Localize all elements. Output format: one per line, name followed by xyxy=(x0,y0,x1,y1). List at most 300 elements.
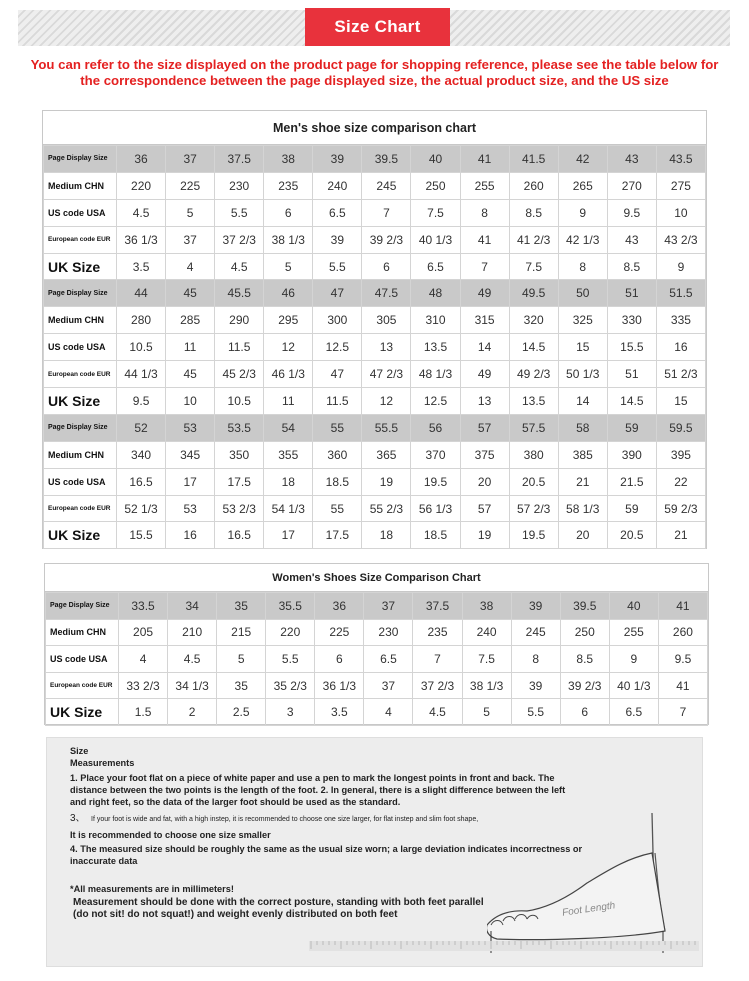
size-row xyxy=(44,495,706,522)
size-cell: 5 xyxy=(166,199,215,226)
size-cell: 56 1/3 xyxy=(411,495,460,522)
size-cell: 38 xyxy=(462,593,511,620)
size-cell: 38 1/3 xyxy=(264,226,313,253)
size-cell: 57 xyxy=(460,495,509,522)
size-cell: 7.5 xyxy=(462,646,511,673)
measure-step-3-continued: It is recommended to choose one size smaller xyxy=(70,830,271,840)
size-cell: 42 1/3 xyxy=(558,226,607,253)
size-cell: 39 2/3 xyxy=(362,226,411,253)
size-cell: 19 xyxy=(362,468,411,495)
size-row xyxy=(46,646,708,673)
size-cell: 55.5 xyxy=(362,414,411,441)
size-row xyxy=(44,307,706,334)
size-cell: 5 xyxy=(264,253,313,280)
size-cell: 55 xyxy=(313,414,362,441)
size-cell: 4 xyxy=(119,646,168,673)
size-cell: 270 xyxy=(607,172,656,199)
size-row xyxy=(44,253,706,280)
size-cell: 245 xyxy=(362,172,411,199)
size-cell: 35 2/3 xyxy=(266,672,315,699)
size-cell: 7.5 xyxy=(509,253,558,280)
size-cell: 7 xyxy=(658,699,707,726)
size-cell: 39 xyxy=(313,226,362,253)
size-cell: 19 xyxy=(460,522,509,549)
size-row xyxy=(44,441,706,468)
size-row xyxy=(44,388,706,415)
size-cell: 21 xyxy=(656,522,705,549)
size-cell: 42 xyxy=(558,146,607,173)
size-cell: 21.5 xyxy=(607,468,656,495)
women-size-table xyxy=(45,592,708,726)
size-cell: 12 xyxy=(264,334,313,361)
size-cell: 360 xyxy=(313,441,362,468)
row-label: UK Size xyxy=(46,699,119,726)
size-cell: 54 1/3 xyxy=(264,495,313,522)
size-cell: 10.5 xyxy=(215,388,264,415)
size-cell: 20.5 xyxy=(607,522,656,549)
size-cell: 46 xyxy=(264,280,313,307)
size-cell: 7.5 xyxy=(411,199,460,226)
size-cell: 390 xyxy=(607,441,656,468)
size-cell: 355 xyxy=(264,441,313,468)
size-row xyxy=(44,280,706,307)
size-cell: 8 xyxy=(460,199,509,226)
size-cell: 335 xyxy=(656,307,705,334)
size-row xyxy=(46,593,708,620)
size-cell: 10 xyxy=(166,388,215,415)
size-cell: 34 1/3 xyxy=(168,672,217,699)
size-cell: 46 1/3 xyxy=(264,361,313,388)
size-cell: 11 xyxy=(264,388,313,415)
size-cell: 22 xyxy=(656,468,705,495)
size-cell: 225 xyxy=(166,172,215,199)
row-label: UK Size xyxy=(44,522,117,549)
size-cell: 38 1/3 xyxy=(462,672,511,699)
size-cell: 3.5 xyxy=(117,253,166,280)
size-cell: 340 xyxy=(117,441,166,468)
size-cell: 375 xyxy=(460,441,509,468)
size-cell: 250 xyxy=(411,172,460,199)
size-cell: 50 xyxy=(558,280,607,307)
size-cell: 17 xyxy=(264,522,313,549)
size-cell: 14 xyxy=(460,334,509,361)
size-cell: 35 xyxy=(217,672,266,699)
size-cell: 315 xyxy=(460,307,509,334)
row-label: Medium CHN xyxy=(44,307,117,334)
size-cell: 36 xyxy=(315,593,364,620)
size-row xyxy=(44,414,706,441)
size-cell: 19.5 xyxy=(411,468,460,495)
size-cell: 8.5 xyxy=(607,253,656,280)
size-cell: 52 xyxy=(117,414,166,441)
size-cell: 5 xyxy=(462,699,511,726)
size-cell: 59 2/3 xyxy=(656,495,705,522)
size-cell: 20.5 xyxy=(509,468,558,495)
size-cell: 58 xyxy=(558,414,607,441)
size-cell: 5.5 xyxy=(215,199,264,226)
size-cell: 285 xyxy=(166,307,215,334)
row-label: Medium CHN xyxy=(44,172,117,199)
size-cell: 5 xyxy=(217,646,266,673)
size-cell: 295 xyxy=(264,307,313,334)
size-cell: 38 xyxy=(264,146,313,173)
size-cell: 6 xyxy=(362,253,411,280)
size-cell: 19.5 xyxy=(509,522,558,549)
size-cell: 290 xyxy=(215,307,264,334)
size-cell: 52 1/3 xyxy=(117,495,166,522)
size-cell: 45 xyxy=(166,280,215,307)
size-cell: 17.5 xyxy=(313,522,362,549)
size-row xyxy=(44,334,706,361)
size-cell: 41 2/3 xyxy=(509,226,558,253)
size-cell: 9 xyxy=(656,253,705,280)
size-cell: 16.5 xyxy=(215,522,264,549)
size-cell: 320 xyxy=(509,307,558,334)
size-cell: 37 xyxy=(166,146,215,173)
size-cell: 55 xyxy=(313,495,362,522)
row-label: US code USA xyxy=(44,199,117,226)
size-cell: 33 2/3 xyxy=(119,672,168,699)
size-cell: 370 xyxy=(411,441,460,468)
size-row xyxy=(44,468,706,495)
ruler-icon xyxy=(309,941,699,951)
row-label: European code EUR xyxy=(44,361,117,388)
size-cell: 44 1/3 xyxy=(117,361,166,388)
row-label: Medium CHN xyxy=(44,441,117,468)
size-cell: 14.5 xyxy=(607,388,656,415)
size-cell: 39 xyxy=(511,672,560,699)
size-cell: 53 xyxy=(166,495,215,522)
size-cell: 47 2/3 xyxy=(362,361,411,388)
measure-step-3-number: 3、 xyxy=(70,813,86,824)
size-cell: 13 xyxy=(362,334,411,361)
size-cell: 5.5 xyxy=(266,646,315,673)
row-label: Page Display Size xyxy=(46,593,119,620)
size-cell: 40 xyxy=(411,146,460,173)
size-cell: 13.5 xyxy=(411,334,460,361)
size-row xyxy=(44,146,706,173)
measure-posture-note: Measurement should be done with the correct posture, standing with both feet parallel (do not sit! do not squat!) and weight evenly distributed on both feet xyxy=(73,897,484,920)
size-cell: 9 xyxy=(558,199,607,226)
size-cell: 10.5 xyxy=(117,334,166,361)
size-cell: 53 2/3 xyxy=(215,495,264,522)
size-cell: 8.5 xyxy=(560,646,609,673)
size-cell: 7 xyxy=(413,646,462,673)
size-cell: 56 xyxy=(411,414,460,441)
size-row xyxy=(44,522,706,549)
size-cell: 215 xyxy=(217,619,266,646)
size-cell: 235 xyxy=(413,619,462,646)
size-cell: 14.5 xyxy=(509,334,558,361)
size-cell: 48 1/3 xyxy=(411,361,460,388)
size-cell: 43.5 xyxy=(656,146,705,173)
size-cell: 43 2/3 xyxy=(656,226,705,253)
size-cell: 54 xyxy=(264,414,313,441)
size-cell: 350 xyxy=(215,441,264,468)
size-cell: 51 2/3 xyxy=(656,361,705,388)
size-cell: 59 xyxy=(607,414,656,441)
size-cell: 39.5 xyxy=(560,593,609,620)
size-cell: 4.5 xyxy=(413,699,462,726)
size-cell: 280 xyxy=(117,307,166,334)
size-cell: 245 xyxy=(511,619,560,646)
size-cell: 41 xyxy=(658,593,707,620)
size-cell: 14 xyxy=(558,388,607,415)
size-cell: 300 xyxy=(313,307,362,334)
size-row xyxy=(44,361,706,388)
row-label: US code USA xyxy=(46,646,119,673)
size-cell: 230 xyxy=(215,172,264,199)
size-cell: 13 xyxy=(460,388,509,415)
men-size-chart xyxy=(42,110,707,549)
size-cell: 15.5 xyxy=(607,334,656,361)
size-cell: 47 xyxy=(313,361,362,388)
size-cell: 6.5 xyxy=(313,199,362,226)
size-cell: 41 xyxy=(460,146,509,173)
size-cell: 39 xyxy=(511,593,560,620)
intro-text: You can refer to the size displayed on the product page for shopping reference, please see the table below for the correspondence between the page displayed size, the actual product size, and the US size xyxy=(30,57,719,88)
size-cell: 45 xyxy=(166,361,215,388)
size-cell: 37.5 xyxy=(215,146,264,173)
size-cell: 47 xyxy=(313,280,362,307)
size-cell: 9.5 xyxy=(607,199,656,226)
size-cell: 35 xyxy=(217,593,266,620)
size-cell: 6 xyxy=(560,699,609,726)
size-cell: 4.5 xyxy=(168,646,217,673)
size-cell: 8 xyxy=(558,253,607,280)
size-cell: 37 xyxy=(364,593,413,620)
size-cell: 57.5 xyxy=(509,414,558,441)
size-cell: 6 xyxy=(315,646,364,673)
size-cell: 250 xyxy=(560,619,609,646)
size-cell: 59.5 xyxy=(656,414,705,441)
size-cell: 385 xyxy=(558,441,607,468)
size-cell: 380 xyxy=(509,441,558,468)
size-cell: 39 2/3 xyxy=(560,672,609,699)
size-cell: 265 xyxy=(558,172,607,199)
size-cell: 7 xyxy=(460,253,509,280)
page-title: Size Chart xyxy=(305,8,450,46)
size-cell: 325 xyxy=(558,307,607,334)
size-cell: 4 xyxy=(364,699,413,726)
size-cell: 36 1/3 xyxy=(117,226,166,253)
size-cell: 11 xyxy=(166,334,215,361)
size-cell: 240 xyxy=(462,619,511,646)
size-cell: 6.5 xyxy=(609,699,658,726)
row-label: European code EUR xyxy=(44,495,117,522)
size-cell: 37.5 xyxy=(413,593,462,620)
size-cell: 310 xyxy=(411,307,460,334)
size-cell: 3 xyxy=(266,699,315,726)
size-cell: 220 xyxy=(117,172,166,199)
size-cell: 37 2/3 xyxy=(215,226,264,253)
size-cell: 4 xyxy=(166,253,215,280)
size-cell: 345 xyxy=(166,441,215,468)
size-cell: 51 xyxy=(607,280,656,307)
size-row xyxy=(44,199,706,226)
size-cell: 6 xyxy=(264,199,313,226)
size-cell: 50 1/3 xyxy=(558,361,607,388)
size-cell: 230 xyxy=(364,619,413,646)
size-cell: 15 xyxy=(656,388,705,415)
size-cell: 210 xyxy=(168,619,217,646)
size-cell: 205 xyxy=(119,619,168,646)
size-cell: 260 xyxy=(509,172,558,199)
size-cell: 36 1/3 xyxy=(315,672,364,699)
size-cell: 37 xyxy=(364,672,413,699)
size-cell: 33.5 xyxy=(119,593,168,620)
size-cell: 18.5 xyxy=(313,468,362,495)
size-cell: 18.5 xyxy=(411,522,460,549)
size-cell: 12.5 xyxy=(411,388,460,415)
size-cell: 15.5 xyxy=(117,522,166,549)
size-cell: 40 1/3 xyxy=(609,672,658,699)
size-cell: 5.5 xyxy=(511,699,560,726)
size-cell: 57 2/3 xyxy=(509,495,558,522)
size-cell: 39 xyxy=(313,146,362,173)
size-cell: 34 xyxy=(168,593,217,620)
row-label: Page Display Size xyxy=(44,414,117,441)
size-row xyxy=(44,172,706,199)
row-label: Page Display Size xyxy=(44,280,117,307)
size-cell: 305 xyxy=(362,307,411,334)
size-cell: 13.5 xyxy=(509,388,558,415)
size-cell: 55 2/3 xyxy=(362,495,411,522)
size-cell: 11.5 xyxy=(215,334,264,361)
size-cell: 235 xyxy=(264,172,313,199)
size-cell: 4.5 xyxy=(215,253,264,280)
size-cell: 47.5 xyxy=(362,280,411,307)
size-cell: 395 xyxy=(656,441,705,468)
women-chart-title: Women's Shoes Size Comparison Chart xyxy=(45,564,708,592)
size-row xyxy=(44,226,706,253)
size-cell: 36 xyxy=(117,146,166,173)
row-label: US code USA xyxy=(44,468,117,495)
size-cell: 57 xyxy=(460,414,509,441)
size-cell: 18 xyxy=(264,468,313,495)
size-cell: 365 xyxy=(362,441,411,468)
row-label: European code EUR xyxy=(46,672,119,699)
size-cell: 11.5 xyxy=(313,388,362,415)
size-cell: 330 xyxy=(607,307,656,334)
size-cell: 49 2/3 xyxy=(509,361,558,388)
women-size-chart xyxy=(44,563,709,725)
size-cell: 44 xyxy=(117,280,166,307)
men-size-table xyxy=(43,145,706,549)
measure-units-note: *All measurements are in millimeters! xyxy=(70,884,234,894)
size-cell: 49.5 xyxy=(509,280,558,307)
size-cell: 9.5 xyxy=(658,646,707,673)
size-cell: 6.5 xyxy=(364,646,413,673)
size-cell: 51.5 xyxy=(656,280,705,307)
size-cell: 21 xyxy=(558,468,607,495)
size-cell: 40 1/3 xyxy=(411,226,460,253)
size-cell: 15 xyxy=(558,334,607,361)
row-label: UK Size xyxy=(44,253,117,280)
row-label: UK Size xyxy=(44,388,117,415)
size-cell: 4.5 xyxy=(117,199,166,226)
size-cell: 39.5 xyxy=(362,146,411,173)
row-label: Medium CHN xyxy=(46,619,119,646)
size-cell: 53 xyxy=(166,414,215,441)
size-cell: 220 xyxy=(266,619,315,646)
size-cell: 17 xyxy=(166,468,215,495)
measure-step-1-2: 1. Place your foot flat on a piece of white paper and use a pen to mark the longest points in front and back. The distance between the two points is the length of the foot. 2. In general, there is a slight difference between the left and right feet, so the data of the larger foot should be used as the standard. xyxy=(70,773,566,807)
size-cell: 51 xyxy=(607,361,656,388)
measurement-instructions xyxy=(46,737,703,967)
size-cell: 255 xyxy=(609,619,658,646)
size-cell: 59 xyxy=(607,495,656,522)
size-cell: 9 xyxy=(609,646,658,673)
size-cell: 43 xyxy=(607,146,656,173)
size-cell: 1.5 xyxy=(119,699,168,726)
size-cell: 225 xyxy=(315,619,364,646)
size-cell: 8.5 xyxy=(509,199,558,226)
size-cell: 8 xyxy=(511,646,560,673)
size-cell: 275 xyxy=(656,172,705,199)
measure-step-4: 4. The measured size should be roughly the same as the usual size worn; a large deviation indicates incorrectness or inaccurate data xyxy=(70,844,583,866)
measure-subtitle: Measurements xyxy=(70,758,135,768)
size-cell: 37 2/3 xyxy=(413,672,462,699)
size-cell: 2.5 xyxy=(217,699,266,726)
row-label: European code EUR xyxy=(44,226,117,253)
size-cell: 20 xyxy=(558,522,607,549)
size-cell: 48 xyxy=(411,280,460,307)
size-cell: 45 2/3 xyxy=(215,361,264,388)
size-cell: 16.5 xyxy=(117,468,166,495)
size-cell: 35.5 xyxy=(266,593,315,620)
size-row xyxy=(46,672,708,699)
size-cell: 58 1/3 xyxy=(558,495,607,522)
size-cell: 6.5 xyxy=(411,253,460,280)
size-cell: 12.5 xyxy=(313,334,362,361)
size-cell: 49 xyxy=(460,280,509,307)
size-row xyxy=(46,619,708,646)
size-cell: 18 xyxy=(362,522,411,549)
size-cell: 49 xyxy=(460,361,509,388)
size-cell: 17.5 xyxy=(215,468,264,495)
size-cell: 2 xyxy=(168,699,217,726)
size-cell: 260 xyxy=(658,619,707,646)
size-cell: 41.5 xyxy=(509,146,558,173)
size-cell: 9.5 xyxy=(117,388,166,415)
size-cell: 43 xyxy=(607,226,656,253)
size-cell: 240 xyxy=(313,172,362,199)
size-cell: 45.5 xyxy=(215,280,264,307)
size-cell: 16 xyxy=(166,522,215,549)
size-cell: 37 xyxy=(166,226,215,253)
size-cell: 12 xyxy=(362,388,411,415)
size-cell: 7 xyxy=(362,199,411,226)
size-cell: 3.5 xyxy=(315,699,364,726)
size-cell: 41 xyxy=(460,226,509,253)
foot-length-label: Foot Length xyxy=(561,900,616,919)
measure-step-3: If your foot is wide and fat, with a high instep, it is recommended to choose one size larger, for flat instep and slim foot shape, xyxy=(91,816,479,823)
size-cell: 53.5 xyxy=(215,414,264,441)
size-cell: 5.5 xyxy=(313,253,362,280)
measure-title: Size xyxy=(70,746,89,756)
size-cell: 10 xyxy=(656,199,705,226)
row-label: Page Display Size xyxy=(44,146,117,173)
size-cell: 41 xyxy=(658,672,707,699)
size-cell: 16 xyxy=(656,334,705,361)
size-cell: 255 xyxy=(460,172,509,199)
row-label: US code USA xyxy=(44,334,117,361)
size-row xyxy=(46,699,708,726)
size-cell: 40 xyxy=(609,593,658,620)
men-chart-title: Men's shoe size comparison chart xyxy=(43,111,706,145)
size-cell: 20 xyxy=(460,468,509,495)
